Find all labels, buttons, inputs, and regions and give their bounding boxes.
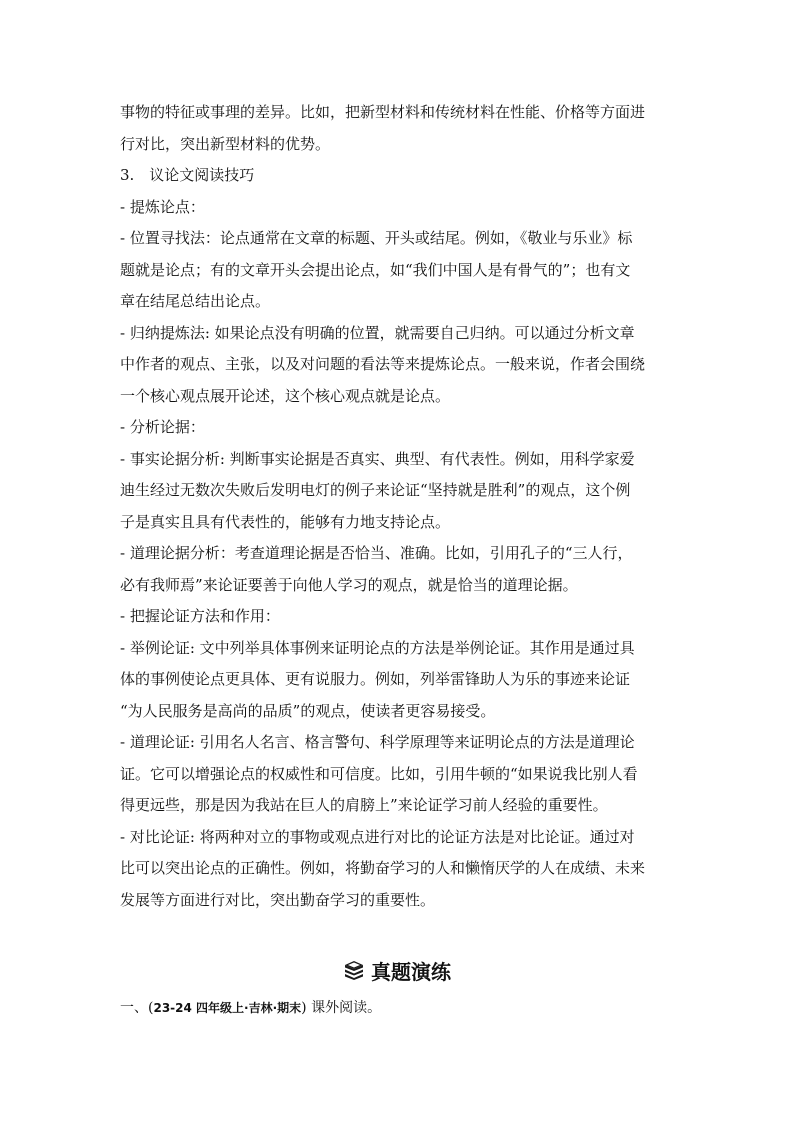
text-line: - 举例论证: 文中列举具体事例来证明论点的方法是举例论证。其作用是通过具 xyxy=(120,638,635,657)
section-heading-inner xyxy=(343,956,451,985)
text-line: - 把握论证方法和作用： xyxy=(120,607,280,625)
text-line: 事物的特征或事理的差异。比如，把新型材料和传统材料在性能、价格等方面进 xyxy=(120,103,646,121)
text-line: 证。它可以增强论点的权威性和可信度。比如，引用牛顿的“如果说我比别人看 xyxy=(120,764,638,783)
text-line: 发展等方面进行对比，突出勤奋学习的重要性。 xyxy=(120,890,436,909)
text-line: 迪生经过无数次失败后发明电灯的例子来论证“坚持就是胜利”的观点，这个例 xyxy=(120,481,631,499)
text-line: “为人民服务是高尚的品质”的观点，使读者更容易接受。 xyxy=(120,701,496,720)
question-instruction: ) 课外阅读。 xyxy=(301,1000,382,1016)
text-line: 章在结尾总结出论点。 xyxy=(120,292,271,310)
question-number: 一、( xyxy=(120,1000,154,1016)
text-line: 子是真实且具有代表性的，能够有力地支持论点。 xyxy=(120,512,451,531)
text-line: 一个核心观点展开论述，这个核心观点就是论点。 xyxy=(120,386,451,405)
section-title: 真题演练 xyxy=(371,959,451,984)
question-source: 23-24 四年级上·吉林·期末 xyxy=(153,1001,302,1015)
text-line: 得更远些，那是因为我站在巨人的肩膀上”来论证学习前人经验的重要性。 xyxy=(120,796,608,814)
text-line: - 提炼论点： xyxy=(120,197,205,216)
subsection-heading: 3. 议论文阅读技巧 xyxy=(120,166,255,184)
text-line: - 位置寻找法：论点通常在文章的标题、开头或结尾。例如，《敬业与乐业》标 xyxy=(120,229,633,247)
text-line: 体的事例使论点更具体、更有说服力。例如，列举雷锋助人为乐的事迹来论证 xyxy=(120,670,631,688)
text-line: - 对比论证: 将两种对立的事物或观点进行对比的论证方法是对比论证。通过对 xyxy=(120,827,635,846)
exercise-question xyxy=(120,994,381,1022)
books-icon xyxy=(343,960,365,980)
text-line: 比可以突出论点的正确性。例如，将勤奋学习的人和懒惰厌学的人在成绩、未来 xyxy=(120,859,646,877)
text-line: 题就是论点；有的文章开头会提出论点，如“我们中国人是有骨气的”；也有文 xyxy=(120,260,631,279)
text-line: - 分析论据： xyxy=(120,418,205,436)
body-text xyxy=(120,97,680,916)
section-heading xyxy=(0,953,794,987)
text-line: - 归纳提炼法: 如果论点没有明确的位置，就需要自己归纳。可以通过分析文章 xyxy=(120,323,635,342)
text-line: - 道理论证: 引用名人名言、格言警句、科学原理等来证明论点的方法是道理论 xyxy=(120,733,635,751)
text-line: 必有我师焉”来论证要善于向他人学习的观点，就是恰当的道理论据。 xyxy=(120,575,578,594)
text-line: 行对比，突出新型材料的优势。 xyxy=(120,134,331,153)
text-line: - 道理论据分析：考查道理论据是否恰当、准确。比如，引用孔子的“三人行， xyxy=(120,544,633,562)
text-line: - 事实论据分析: 判断事实论据是否真实、典型、有代表性。例如，用科学家爱 xyxy=(120,449,635,468)
text-line: 中作者的观点、主张，以及对问题的看法等来提炼论点。一般来说，作者会围绕 xyxy=(120,355,646,373)
